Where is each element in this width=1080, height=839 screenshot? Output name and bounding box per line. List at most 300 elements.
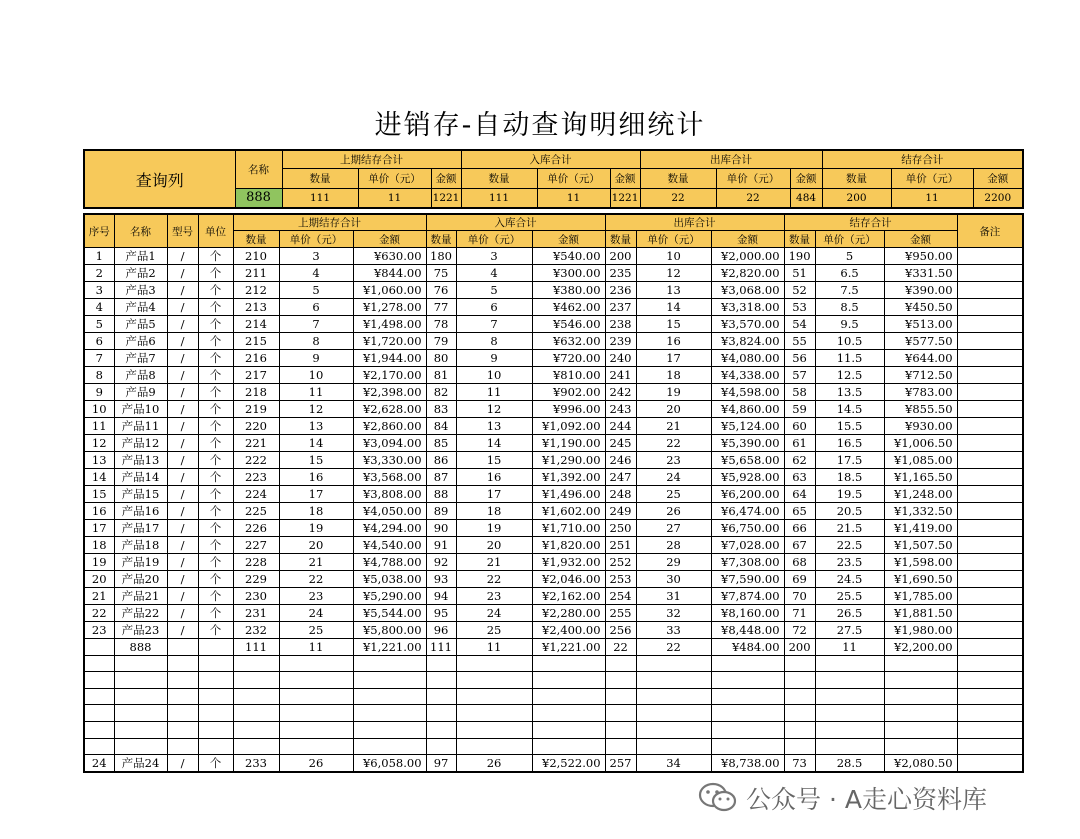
table-cell[interactable]: ¥4,788.00 bbox=[353, 554, 426, 571]
table-cell[interactable] bbox=[815, 672, 884, 689]
table-cell[interactable]: / bbox=[167, 418, 198, 435]
table-cell[interactable]: 19 bbox=[456, 520, 532, 537]
table-cell[interactable]: ¥783.00 bbox=[884, 384, 957, 401]
table-cell[interactable] bbox=[279, 672, 353, 689]
table-cell[interactable]: 25 bbox=[456, 622, 532, 639]
table-cell[interactable]: ¥844.00 bbox=[353, 265, 426, 282]
table-cell[interactable] bbox=[957, 486, 1023, 503]
table-cell[interactable]: 97 bbox=[426, 755, 456, 773]
table-cell[interactable]: 61 bbox=[784, 435, 815, 452]
table-cell[interactable]: ¥1,785.00 bbox=[884, 588, 957, 605]
table-cell[interactable]: 个 bbox=[198, 282, 233, 299]
table-cell[interactable]: 212 bbox=[233, 282, 279, 299]
table-cell[interactable]: 11 bbox=[279, 384, 353, 401]
table-cell[interactable]: ¥4,540.00 bbox=[353, 537, 426, 554]
table-cell[interactable] bbox=[532, 738, 605, 755]
table-cell[interactable]: 32 bbox=[636, 605, 711, 622]
table-cell[interactable]: 产品7 bbox=[114, 350, 167, 367]
table-cell[interactable] bbox=[711, 705, 784, 722]
table-cell[interactable] bbox=[198, 705, 233, 722]
table-cell[interactable] bbox=[532, 655, 605, 672]
table-cell[interactable]: 14.5 bbox=[815, 401, 884, 418]
table-cell[interactable]: ¥390.00 bbox=[884, 282, 957, 299]
table-cell[interactable] bbox=[353, 688, 426, 705]
table-cell[interactable]: 22 bbox=[636, 639, 711, 656]
table-cell[interactable]: ¥2,628.00 bbox=[353, 401, 426, 418]
table-cell[interactable]: 77 bbox=[426, 299, 456, 316]
table-cell[interactable]: / bbox=[167, 520, 198, 537]
table-cell[interactable]: 26 bbox=[636, 503, 711, 520]
table-cell[interactable]: ¥1,278.00 bbox=[353, 299, 426, 316]
table-cell[interactable] bbox=[884, 738, 957, 755]
table-cell[interactable]: 17 bbox=[279, 486, 353, 503]
table-cell[interactable]: ¥6,200.00 bbox=[711, 486, 784, 503]
table-cell[interactable] bbox=[957, 299, 1023, 316]
table-cell[interactable] bbox=[532, 721, 605, 738]
table-cell[interactable]: 20 bbox=[279, 537, 353, 554]
table-cell[interactable]: 11 bbox=[815, 639, 884, 656]
table-cell[interactable]: ¥4,050.00 bbox=[353, 503, 426, 520]
table-cell[interactable]: 80 bbox=[426, 350, 456, 367]
table-cell[interactable]: 217 bbox=[233, 367, 279, 384]
table-cell[interactable]: / bbox=[167, 571, 198, 588]
table-cell[interactable] bbox=[957, 384, 1023, 401]
table-cell[interactable]: 21 bbox=[456, 554, 532, 571]
table-cell[interactable]: 产品1 bbox=[114, 248, 167, 265]
table-cell[interactable]: ¥1,221.00 bbox=[532, 639, 605, 656]
table-cell[interactable]: ¥810.00 bbox=[532, 367, 605, 384]
table-cell[interactable]: 223 bbox=[233, 469, 279, 486]
table-cell[interactable]: ¥1,085.00 bbox=[884, 452, 957, 469]
table-cell[interactable] bbox=[957, 248, 1023, 265]
table-cell[interactable] bbox=[784, 721, 815, 738]
table-cell[interactable]: ¥720.00 bbox=[532, 350, 605, 367]
table-cell[interactable] bbox=[279, 705, 353, 722]
table-cell[interactable] bbox=[957, 265, 1023, 282]
table-cell[interactable] bbox=[957, 503, 1023, 520]
table-cell[interactable]: ¥902.00 bbox=[532, 384, 605, 401]
table-cell[interactable]: ¥7,874.00 bbox=[711, 588, 784, 605]
table-cell[interactable]: 11 bbox=[84, 418, 114, 435]
table-cell[interactable]: 252 bbox=[605, 554, 636, 571]
table-cell[interactable]: 11 bbox=[456, 384, 532, 401]
table-cell[interactable]: ¥1,392.00 bbox=[532, 469, 605, 486]
table-cell[interactable] bbox=[198, 738, 233, 755]
table-cell[interactable]: 产品5 bbox=[114, 316, 167, 333]
table-cell[interactable]: 59 bbox=[784, 401, 815, 418]
table-cell[interactable]: 产品23 bbox=[114, 622, 167, 639]
table-cell[interactable] bbox=[605, 688, 636, 705]
table-cell[interactable]: ¥300.00 bbox=[532, 265, 605, 282]
table-cell[interactable] bbox=[167, 672, 198, 689]
table-cell[interactable]: 5 bbox=[279, 282, 353, 299]
table-cell[interactable]: 255 bbox=[605, 605, 636, 622]
table-cell[interactable]: 210 bbox=[233, 248, 279, 265]
table-cell[interactable]: 250 bbox=[605, 520, 636, 537]
table-cell[interactable] bbox=[456, 688, 532, 705]
table-cell[interactable]: ¥2,080.50 bbox=[884, 755, 957, 773]
table-cell[interactable]: ¥462.00 bbox=[532, 299, 605, 316]
table-cell[interactable] bbox=[957, 639, 1023, 656]
table-cell[interactable] bbox=[605, 705, 636, 722]
table-cell[interactable] bbox=[426, 655, 456, 672]
table-cell[interactable] bbox=[636, 705, 711, 722]
table-cell[interactable]: 个 bbox=[198, 248, 233, 265]
table-cell[interactable] bbox=[884, 705, 957, 722]
table-cell[interactable]: ¥6,750.00 bbox=[711, 520, 784, 537]
table-cell[interactable]: ¥8,738.00 bbox=[711, 755, 784, 773]
table-cell[interactable]: 211 bbox=[233, 265, 279, 282]
table-cell[interactable] bbox=[426, 721, 456, 738]
table-cell[interactable]: 11 bbox=[456, 639, 532, 656]
table-cell[interactable]: 24 bbox=[456, 605, 532, 622]
table-cell[interactable]: 个 bbox=[198, 588, 233, 605]
table-cell[interactable]: ¥5,658.00 bbox=[711, 452, 784, 469]
table-cell[interactable]: ¥6,474.00 bbox=[711, 503, 784, 520]
table-cell[interactable]: 240 bbox=[605, 350, 636, 367]
table-cell[interactable] bbox=[167, 655, 198, 672]
table-cell[interactable] bbox=[114, 738, 167, 755]
table-cell[interactable]: ¥2,280.00 bbox=[532, 605, 605, 622]
table-cell[interactable]: 229 bbox=[233, 571, 279, 588]
table-cell[interactable]: ¥1,944.00 bbox=[353, 350, 426, 367]
table-cell[interactable]: / bbox=[167, 435, 198, 452]
table-cell[interactable]: ¥996.00 bbox=[532, 401, 605, 418]
table-cell[interactable] bbox=[957, 588, 1023, 605]
table-cell[interactable]: 26 bbox=[456, 755, 532, 773]
table-cell[interactable]: 180 bbox=[426, 248, 456, 265]
table-cell[interactable]: 23 bbox=[84, 622, 114, 639]
table-cell[interactable]: ¥1,598.00 bbox=[884, 554, 957, 571]
table-cell[interactable]: 243 bbox=[605, 401, 636, 418]
table-cell[interactable]: 236 bbox=[605, 282, 636, 299]
table-cell[interactable]: ¥4,080.00 bbox=[711, 350, 784, 367]
table-cell[interactable]: ¥4,294.00 bbox=[353, 520, 426, 537]
table-cell[interactable]: 4 bbox=[456, 265, 532, 282]
table-cell[interactable]: ¥513.00 bbox=[884, 316, 957, 333]
table-cell[interactable] bbox=[711, 688, 784, 705]
table-cell[interactable]: 个 bbox=[198, 435, 233, 452]
table-cell[interactable]: 16 bbox=[84, 503, 114, 520]
table-cell[interactable] bbox=[233, 655, 279, 672]
table-cell[interactable]: ¥3,330.00 bbox=[353, 452, 426, 469]
table-cell[interactable]: 231 bbox=[233, 605, 279, 622]
table-cell[interactable]: 5 bbox=[456, 282, 532, 299]
table-cell[interactable]: 94 bbox=[426, 588, 456, 605]
table-cell[interactable]: 31 bbox=[636, 588, 711, 605]
table-cell[interactable]: ¥1,419.00 bbox=[884, 520, 957, 537]
table-cell[interactable]: ¥930.00 bbox=[884, 418, 957, 435]
table-cell[interactable]: ¥1,820.00 bbox=[532, 537, 605, 554]
table-cell[interactable]: 51 bbox=[784, 265, 815, 282]
table-cell[interactable]: 19 bbox=[636, 384, 711, 401]
table-cell[interactable]: 81 bbox=[426, 367, 456, 384]
table-cell[interactable]: 27 bbox=[636, 520, 711, 537]
table-cell[interactable]: 58 bbox=[784, 384, 815, 401]
table-cell[interactable]: 产品4 bbox=[114, 299, 167, 316]
table-cell[interactable]: 241 bbox=[605, 367, 636, 384]
table-cell[interactable]: / bbox=[167, 265, 198, 282]
table-cell[interactable]: / bbox=[167, 282, 198, 299]
table-cell[interactable] bbox=[605, 721, 636, 738]
table-cell[interactable] bbox=[84, 721, 114, 738]
table-cell[interactable]: 1 bbox=[84, 248, 114, 265]
table-cell[interactable]: ¥3,570.00 bbox=[711, 316, 784, 333]
table-cell[interactable] bbox=[532, 672, 605, 689]
table-cell[interactable]: 个 bbox=[198, 755, 233, 773]
table-cell[interactable]: 96 bbox=[426, 622, 456, 639]
table-cell[interactable]: ¥1,190.00 bbox=[532, 435, 605, 452]
table-cell[interactable] bbox=[279, 655, 353, 672]
table-cell[interactable]: 230 bbox=[233, 588, 279, 605]
table-cell[interactable]: ¥2,522.00 bbox=[532, 755, 605, 773]
table-cell[interactable]: 14 bbox=[279, 435, 353, 452]
table-cell[interactable] bbox=[815, 705, 884, 722]
table-cell[interactable]: ¥3,094.00 bbox=[353, 435, 426, 452]
table-cell[interactable]: ¥632.00 bbox=[532, 333, 605, 350]
table-cell[interactable]: ¥5,928.00 bbox=[711, 469, 784, 486]
table-cell[interactable] bbox=[884, 655, 957, 672]
table-cell[interactable]: ¥1,221.00 bbox=[353, 639, 426, 656]
table-cell[interactable]: 111 bbox=[426, 639, 456, 656]
table-cell[interactable]: 24 bbox=[636, 469, 711, 486]
table-cell[interactable]: 66 bbox=[784, 520, 815, 537]
table-cell[interactable]: 12 bbox=[636, 265, 711, 282]
table-cell[interactable]: ¥1,006.50 bbox=[884, 435, 957, 452]
table-cell[interactable] bbox=[456, 705, 532, 722]
table-cell[interactable]: 25 bbox=[636, 486, 711, 503]
table-cell[interactable]: 27.5 bbox=[815, 622, 884, 639]
table-cell[interactable] bbox=[233, 738, 279, 755]
table-cell[interactable]: ¥380.00 bbox=[532, 282, 605, 299]
table-cell[interactable]: 213 bbox=[233, 299, 279, 316]
table-cell[interactable]: 256 bbox=[605, 622, 636, 639]
table-cell[interactable] bbox=[957, 688, 1023, 705]
table-cell[interactable]: ¥1,332.50 bbox=[884, 503, 957, 520]
table-cell[interactable] bbox=[84, 672, 114, 689]
table-cell[interactable]: 18 bbox=[84, 537, 114, 554]
table-cell[interactable]: 个 bbox=[198, 265, 233, 282]
table-cell[interactable]: 个 bbox=[198, 401, 233, 418]
table-cell[interactable] bbox=[114, 721, 167, 738]
table-cell[interactable]: / bbox=[167, 622, 198, 639]
table-cell[interactable]: 220 bbox=[233, 418, 279, 435]
table-cell[interactable]: ¥3,068.00 bbox=[711, 282, 784, 299]
table-cell[interactable]: 251 bbox=[605, 537, 636, 554]
table-cell[interactable] bbox=[456, 672, 532, 689]
table-cell[interactable]: 21 bbox=[84, 588, 114, 605]
table-cell[interactable]: 18 bbox=[636, 367, 711, 384]
table-cell[interactable] bbox=[198, 688, 233, 705]
table-cell[interactable]: 69 bbox=[784, 571, 815, 588]
table-cell[interactable]: 10 bbox=[456, 367, 532, 384]
table-cell[interactable]: / bbox=[167, 367, 198, 384]
table-cell[interactable] bbox=[711, 721, 784, 738]
table-cell[interactable]: 79 bbox=[426, 333, 456, 350]
table-cell[interactable]: 6 bbox=[84, 333, 114, 350]
table-cell[interactable]: 15 bbox=[279, 452, 353, 469]
table-cell[interactable]: 12 bbox=[84, 435, 114, 452]
table-cell[interactable] bbox=[114, 655, 167, 672]
table-cell[interactable]: 个 bbox=[198, 367, 233, 384]
table-cell[interactable]: ¥450.50 bbox=[884, 299, 957, 316]
table-cell[interactable]: 216 bbox=[233, 350, 279, 367]
table-cell[interactable]: 10 bbox=[636, 248, 711, 265]
table-cell[interactable] bbox=[784, 655, 815, 672]
table-cell[interactable]: 个 bbox=[198, 469, 233, 486]
table-cell[interactable] bbox=[957, 537, 1023, 554]
table-cell[interactable]: 7 bbox=[279, 316, 353, 333]
table-cell[interactable]: 78 bbox=[426, 316, 456, 333]
table-cell[interactable] bbox=[957, 520, 1023, 537]
table-cell[interactable] bbox=[167, 721, 198, 738]
table-cell[interactable] bbox=[605, 655, 636, 672]
table-cell[interactable]: 18 bbox=[456, 503, 532, 520]
table-cell[interactable]: 235 bbox=[605, 265, 636, 282]
table-cell[interactable]: 23 bbox=[456, 588, 532, 605]
table-cell[interactable]: 25.5 bbox=[815, 588, 884, 605]
table-cell[interactable]: 4 bbox=[84, 299, 114, 316]
table-cell[interactable]: 8 bbox=[456, 333, 532, 350]
table-cell[interactable]: 个 bbox=[198, 571, 233, 588]
table-cell[interactable]: 个 bbox=[198, 537, 233, 554]
table-cell[interactable] bbox=[815, 655, 884, 672]
table-cell[interactable]: ¥855.50 bbox=[884, 401, 957, 418]
table-cell[interactable]: 245 bbox=[605, 435, 636, 452]
table-cell[interactable] bbox=[957, 350, 1023, 367]
table-cell[interactable]: ¥3,318.00 bbox=[711, 299, 784, 316]
table-cell[interactable]: 20.5 bbox=[815, 503, 884, 520]
table-cell[interactable]: ¥2,398.00 bbox=[353, 384, 426, 401]
table-cell[interactable]: 15 bbox=[456, 452, 532, 469]
table-cell[interactable]: ¥1,932.00 bbox=[532, 554, 605, 571]
table-cell[interactable]: / bbox=[167, 554, 198, 571]
table-cell[interactable]: 19 bbox=[279, 520, 353, 537]
table-cell[interactable]: ¥2,860.00 bbox=[353, 418, 426, 435]
table-cell[interactable] bbox=[784, 705, 815, 722]
table-cell[interactable]: ¥1,690.50 bbox=[884, 571, 957, 588]
table-cell[interactable] bbox=[711, 672, 784, 689]
table-cell[interactable] bbox=[84, 688, 114, 705]
table-cell[interactable] bbox=[636, 688, 711, 705]
table-cell[interactable]: 产品16 bbox=[114, 503, 167, 520]
table-cell[interactable] bbox=[636, 721, 711, 738]
table-cell[interactable]: ¥577.50 bbox=[884, 333, 957, 350]
table-cell[interactable]: ¥5,038.00 bbox=[353, 571, 426, 588]
table-cell[interactable]: 9 bbox=[84, 384, 114, 401]
table-cell[interactable]: 60 bbox=[784, 418, 815, 435]
table-cell[interactable] bbox=[957, 721, 1023, 738]
table-cell[interactable]: ¥1,720.00 bbox=[353, 333, 426, 350]
table-cell[interactable]: 22 bbox=[636, 435, 711, 452]
table-cell[interactable] bbox=[711, 655, 784, 672]
table-cell[interactable]: 个 bbox=[198, 299, 233, 316]
table-cell[interactable]: 52 bbox=[784, 282, 815, 299]
table-cell[interactable]: ¥2,046.00 bbox=[532, 571, 605, 588]
table-cell[interactable]: 23.5 bbox=[815, 554, 884, 571]
table-cell[interactable]: 个 bbox=[198, 503, 233, 520]
table-cell[interactable]: 190 bbox=[784, 248, 815, 265]
table-cell[interactable]: 95 bbox=[426, 605, 456, 622]
table-cell[interactable]: 28.5 bbox=[815, 755, 884, 773]
table-cell[interactable] bbox=[84, 639, 114, 656]
table-cell[interactable]: 3 bbox=[456, 248, 532, 265]
table-cell[interactable]: 888 bbox=[114, 639, 167, 656]
table-cell[interactable] bbox=[957, 655, 1023, 672]
table-cell[interactable] bbox=[456, 721, 532, 738]
table-cell[interactable]: ¥1,165.50 bbox=[884, 469, 957, 486]
table-cell[interactable]: 70 bbox=[784, 588, 815, 605]
table-cell[interactable]: 14 bbox=[636, 299, 711, 316]
table-cell[interactable] bbox=[815, 721, 884, 738]
table-cell[interactable]: / bbox=[167, 503, 198, 520]
table-cell[interactable] bbox=[957, 333, 1023, 350]
table-cell[interactable]: 17 bbox=[456, 486, 532, 503]
table-cell[interactable]: 21 bbox=[279, 554, 353, 571]
table-cell[interactable]: 19.5 bbox=[815, 486, 884, 503]
table-cell[interactable]: 30 bbox=[636, 571, 711, 588]
table-cell[interactable]: 227 bbox=[233, 537, 279, 554]
table-cell[interactable] bbox=[353, 672, 426, 689]
table-cell[interactable]: 82 bbox=[426, 384, 456, 401]
table-cell[interactable]: 产品8 bbox=[114, 367, 167, 384]
table-cell[interactable]: 25 bbox=[279, 622, 353, 639]
table-cell[interactable]: 23 bbox=[636, 452, 711, 469]
table-cell[interactable]: 22.5 bbox=[815, 537, 884, 554]
table-cell[interactable]: 89 bbox=[426, 503, 456, 520]
table-cell[interactable]: 237 bbox=[605, 299, 636, 316]
table-cell[interactable]: 21 bbox=[636, 418, 711, 435]
table-cell[interactable]: / bbox=[167, 537, 198, 554]
table-cell[interactable]: 个 bbox=[198, 486, 233, 503]
table-cell[interactable]: 11 bbox=[279, 639, 353, 656]
table-cell[interactable]: 67 bbox=[784, 537, 815, 554]
table-cell[interactable] bbox=[636, 672, 711, 689]
table-cell[interactable]: ¥1,290.00 bbox=[532, 452, 605, 469]
table-cell[interactable]: ¥950.00 bbox=[884, 248, 957, 265]
table-cell[interactable] bbox=[957, 469, 1023, 486]
table-cell[interactable]: 22 bbox=[84, 605, 114, 622]
table-cell[interactable]: 产品24 bbox=[114, 755, 167, 773]
table-cell[interactable]: ¥8,448.00 bbox=[711, 622, 784, 639]
table-cell[interactable]: ¥7,308.00 bbox=[711, 554, 784, 571]
table-cell[interactable]: 17.5 bbox=[815, 452, 884, 469]
table-cell[interactable]: 226 bbox=[233, 520, 279, 537]
table-cell[interactable] bbox=[426, 672, 456, 689]
table-cell[interactable] bbox=[456, 655, 532, 672]
table-cell[interactable] bbox=[456, 738, 532, 755]
table-cell[interactable]: ¥4,338.00 bbox=[711, 367, 784, 384]
table-cell[interactable]: / bbox=[167, 452, 198, 469]
table-cell[interactable]: 12.5 bbox=[815, 367, 884, 384]
table-cell[interactable]: / bbox=[167, 384, 198, 401]
table-cell[interactable] bbox=[884, 688, 957, 705]
table-cell[interactable]: 14 bbox=[456, 435, 532, 452]
table-cell[interactable]: 246 bbox=[605, 452, 636, 469]
table-cell[interactable]: 22 bbox=[605, 639, 636, 656]
table-cell[interactable]: 16 bbox=[636, 333, 711, 350]
table-cell[interactable]: 68 bbox=[784, 554, 815, 571]
table-cell[interactable]: 产品12 bbox=[114, 435, 167, 452]
table-cell[interactable]: 65 bbox=[784, 503, 815, 520]
table-cell[interactable]: ¥1,496.00 bbox=[532, 486, 605, 503]
table-cell[interactable] bbox=[353, 655, 426, 672]
table-cell[interactable]: 75 bbox=[426, 265, 456, 282]
table-cell[interactable] bbox=[711, 738, 784, 755]
table-cell[interactable] bbox=[815, 688, 884, 705]
table-cell[interactable]: 产品3 bbox=[114, 282, 167, 299]
table-cell[interactable] bbox=[167, 705, 198, 722]
